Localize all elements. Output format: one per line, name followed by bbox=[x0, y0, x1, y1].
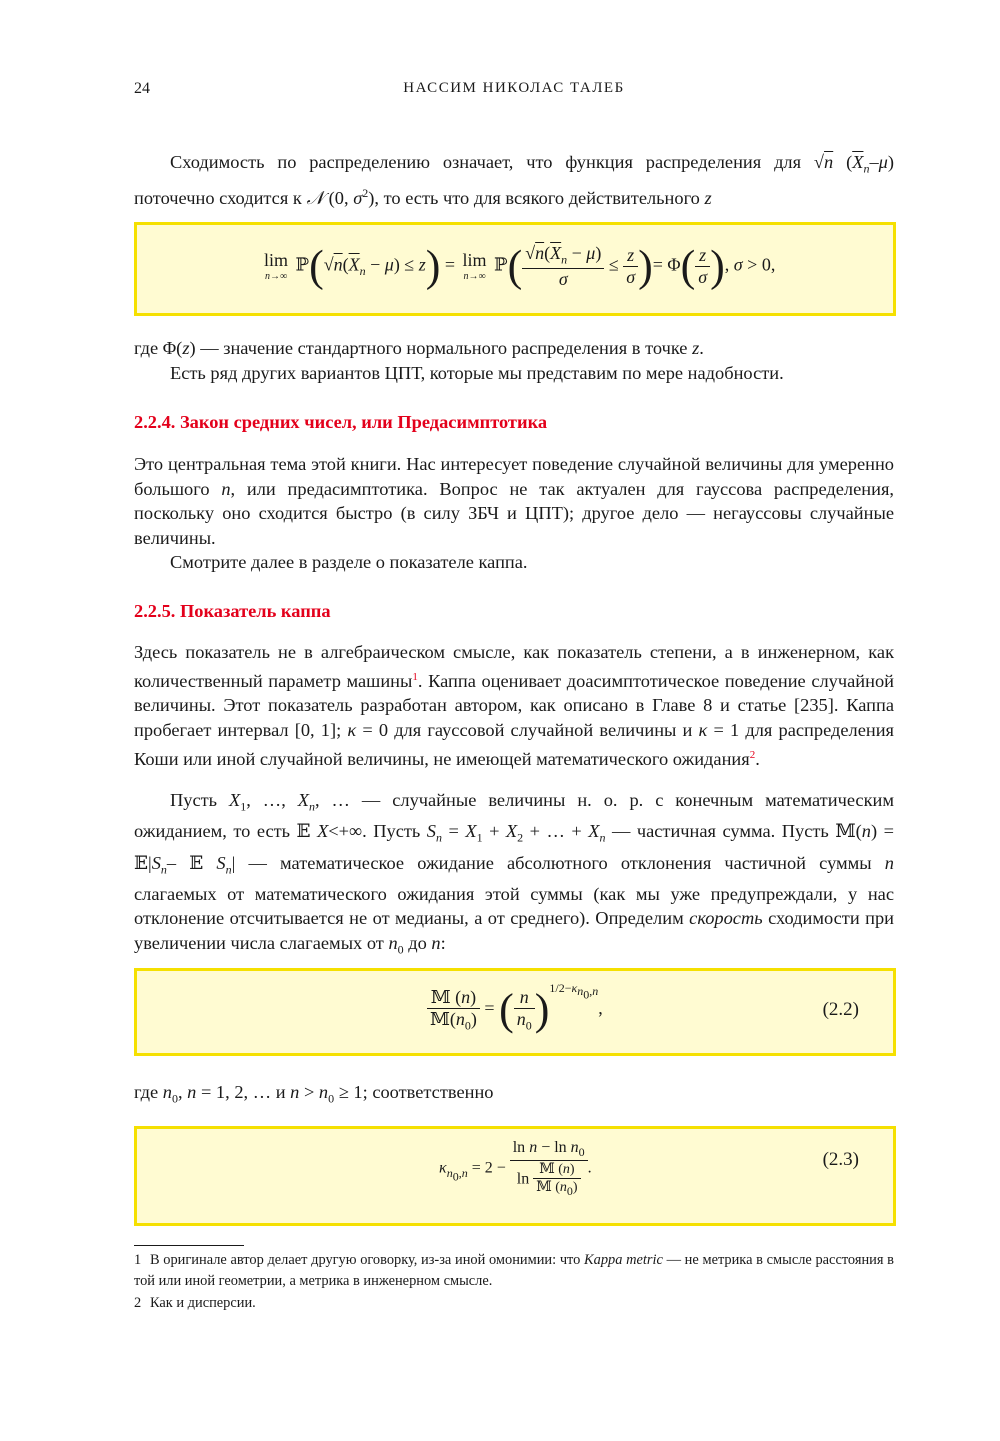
footnote-ref-1[interactable]: 1 bbox=[412, 670, 418, 683]
equation-number-2-2: (2.2) bbox=[822, 999, 859, 1020]
inline-formula: 𝒩 (0, $\sigma^2$) bbox=[306, 186, 375, 209]
section-heading-224: 2.2.4. Закон средних чисел, или Предасимптотика bbox=[134, 412, 548, 432]
paragraph-phi: где Φ(z) — значение стандартного нормального распределения в точке z. bbox=[134, 338, 704, 358]
paragraph-clt-variants: Есть ряд других вариантов ЦПТ, которые мы представим по мере надобности. bbox=[170, 363, 784, 383]
footnote-separator bbox=[134, 1245, 244, 1246]
page-header bbox=[134, 80, 894, 104]
paragraph-convergence: Сходимость по распределению означает, что функция распределения для √n $(\overline{X}_n-\mu)$ поточечно сходится к 𝒩 (0, $\sigma^2$), то есть что для всякого действительного z bbox=[134, 152, 894, 209]
formula-box-clt bbox=[134, 222, 896, 316]
kappa-definition-formula: $\kappa_{n_0,n} = 2$ − $\ln n - \ln n_0$ ln $\frac{\text{𝕄 (n)}}{𝕄 (n_0)}$ . bbox=[439, 1139, 592, 1198]
equation-number-2-3: (2.3) bbox=[822, 1149, 859, 1170]
inline-formula: √n $(\overline{X}_n-\mu)$ bbox=[813, 152, 894, 176]
kappa-rate-formula: $\frac{\text{𝕄 (n)}}{𝕄(n_0)}$ = ( $\frac{n}{n_0}$ )$^{1/2-\kappa_{n_0,n}}$, bbox=[427, 981, 603, 1033]
footnote-1: 1 В оригинале автор делает другую оговорку, из-за иной омонимии: что Kappa metric — не метрика в смысле расстояния в той или иной геометрии, а метрика в инженерном смысле. bbox=[134, 1252, 894, 1289]
paragraph-225-2: Пусть $X_1$, …, $X_n$, … — случайные величины н. о. р. с конечным математическим ожиданием, то есть 𝔼 X<+∞. Пусть $S_n = X_1 + X_2$ + … + $X_n$ — частичная сумма. Пусть 𝕄(n) = $𝔼|S_n-$ 𝔼 $S_n|$ — математическое ожидание абсолютного отклонения частичной суммы n слагаемых от математического ожидания этой суммы (как мы уже предупреждали, у нас отклонение отсчитывается не от медианы, а от среднего). Определим скорость сходимости при увеличении числа слагаемых от $n_0$ до n: bbox=[134, 790, 895, 957]
section-heading-225: 2.2.5. Показатель каппа bbox=[134, 601, 331, 621]
footnote-ref-2[interactable]: 2 bbox=[749, 748, 756, 761]
running-head: НАССИМ НИКОЛАС ТАЛЕБ bbox=[403, 80, 625, 96]
formula-box-2-3 bbox=[134, 1126, 896, 1226]
paragraph-225-1: Здесь показатель не в алгебраическом смысле, как показатель степени, а в инженерном, как количественный параметр машины$^1$. Каппа оценивает доасимптотическое поведение случайной величины. Этот показатель разработан автором, как описано в Главе 8 и статье [235]. Каппа пробегает интервал [0, 1]; κ = 0 для гауссовой случайной величины и κ = 1 для распределения Коши или иной случайной величины, не имеющей математического ожидания$^2$. bbox=[134, 642, 894, 769]
paragraph-indices: где $n_0$, n = 1, 2, … и $n > n_0 \ge 1$; соответственно bbox=[134, 1082, 494, 1106]
page-number: 24 bbox=[134, 80, 150, 97]
formula-box-2-2 bbox=[134, 968, 896, 1056]
paragraph-224-2: Смотрите далее в разделе о показателе каппа. bbox=[170, 552, 528, 572]
paragraph-224-1: Это центральная тема этой книги. Нас интересует поведение случайной величины для умеренно большого n, или предасимптотика. Вопрос не так актуален для гауссова распределения, поскольку оно сходится быстро (в силу ЗБЧ и ЦПТ); другое дело — негауссовы случайные величины. bbox=[134, 454, 895, 548]
footnote-2: 2 Как и дисперсии. bbox=[134, 1295, 256, 1311]
clt-formula: lim n→∞ $ℙ(√n(\overline{X}_n - \mu) \le z)$ = lim n→∞ ℙ( $\frac{√n(\overline{X}_n - \mu)}{\sigma}$ ≤ $\frac{z}{\sigma}$ )= Φ( $\frac{z}{\sigma}$ ), σ > 0, bbox=[264, 241, 776, 291]
